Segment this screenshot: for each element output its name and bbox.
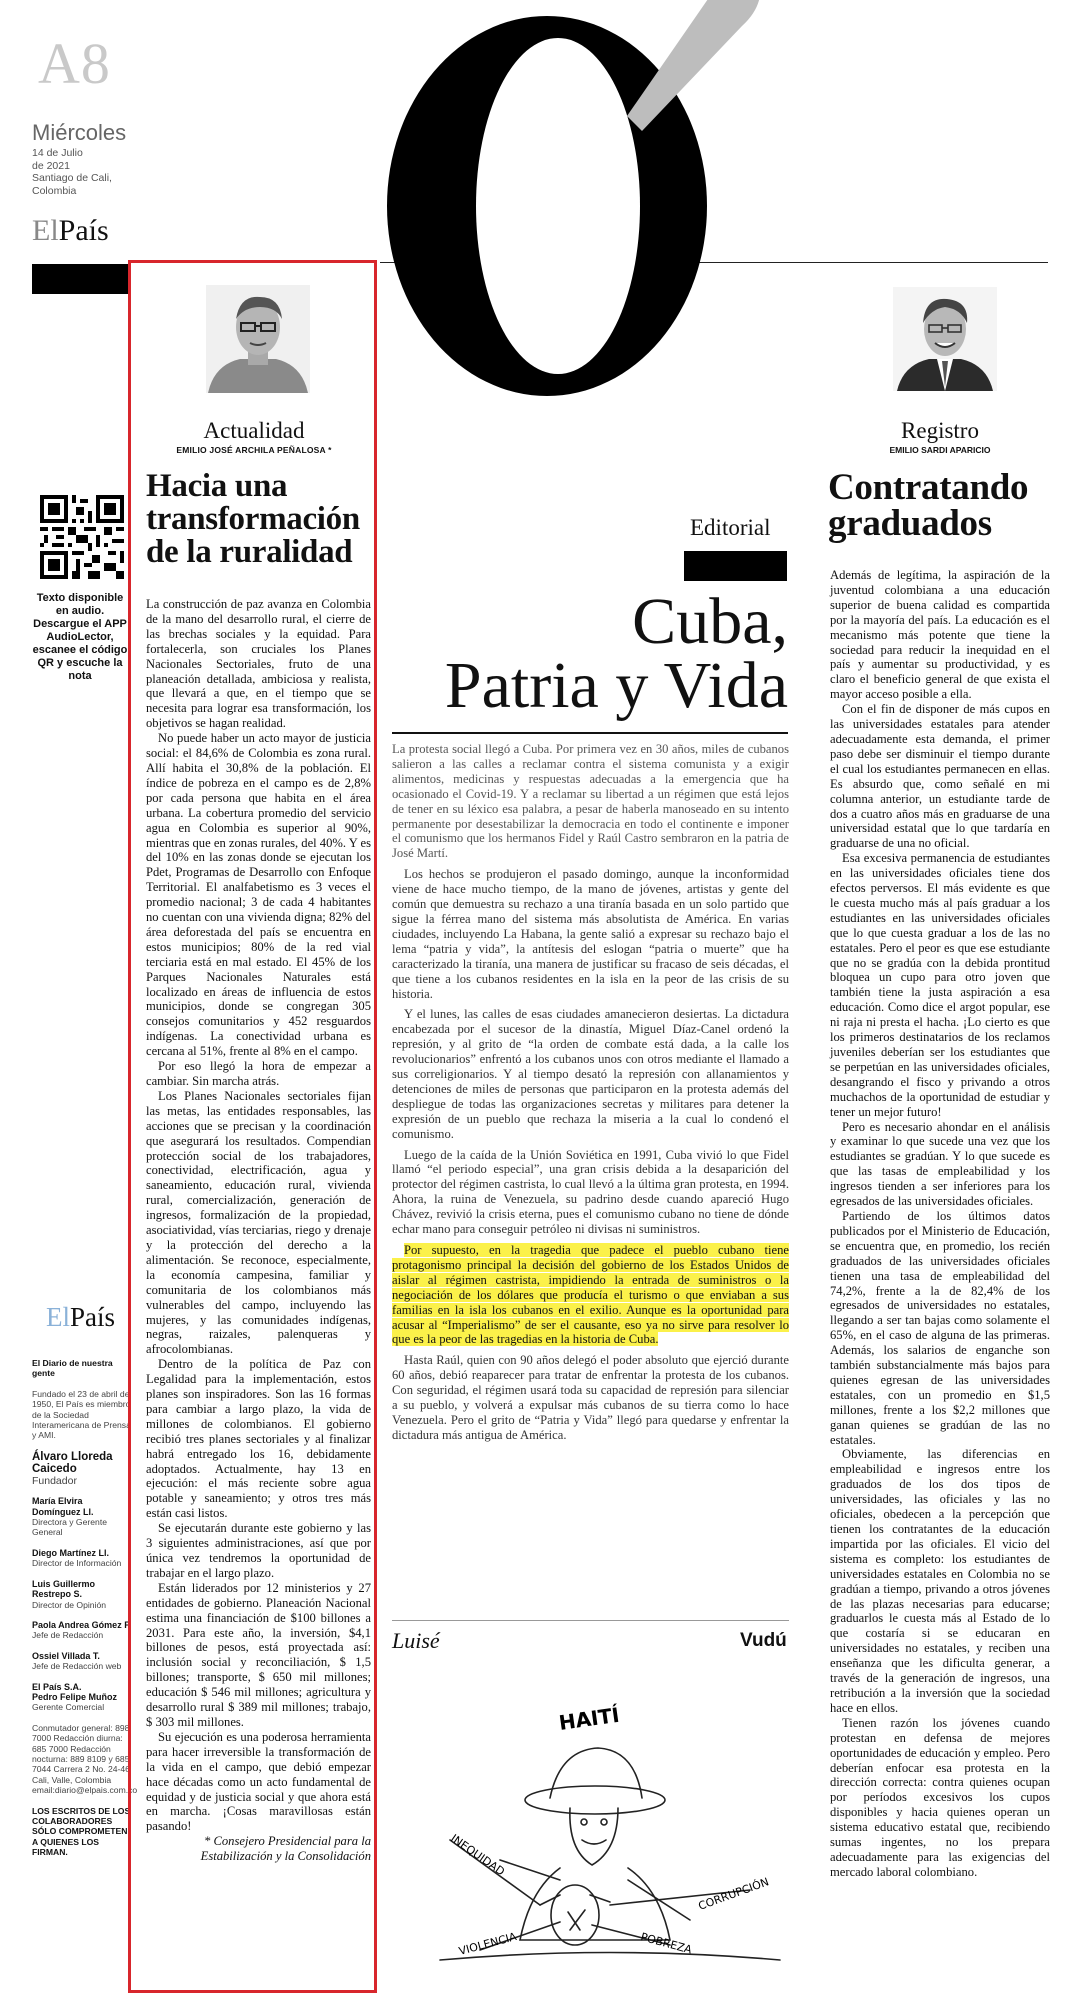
audio-instructions: Texto disponible en audio. Descargue el APP AudioLector, escanee el código QR y escuche la nota <box>32 592 128 682</box>
columnist-photo <box>893 287 997 391</box>
big-letter-o-graphic <box>372 0 772 406</box>
staff-role: Director de Opinión <box>32 1599 107 1610</box>
date-line: Colombia <box>32 184 77 197</box>
cartoon-label: INEQUIDAD <box>448 1831 508 1879</box>
paragraph: Con el fin de disponer de más cupos en las universidades estatales para atender adecuadamente esta demanda, el primer paso debe ser disminuir el tiempo durante el cual los estudiantes permanecen en ellas. Es absurdo que, como señalé en mi columna anterior, un estudiante tarde de dos a cuatro años más en graduarse de una universidad estatal que lo que tardaría en graduarse de una no oficial. <box>830 702 1050 851</box>
paragraph: Por eso llegó la hora de empezar a cambiar. Sin marcha atrás. <box>146 1059 371 1088</box>
title-rule <box>392 732 788 734</box>
disclaimer: LOS ESCRITOS DE LOS COLABORADORES SÓLO COMPROMETEN A QUIENES LOS FIRMAN. <box>32 1805 131 1858</box>
article-title: Hacia una transformación de la ruralidad <box>146 468 360 570</box>
section-label: Actualidad <box>203 418 305 443</box>
article-body <box>830 568 1050 1880</box>
paragraph: Dentro de la política de Paz con Legalidad para la implementación, estos planes son inspiradores. Son las 16 formas para cambiar a largo plazo, la vida de millones de colombianos. El gobierno recibió tres planes sectoriales y al finalizar habrá entregado los 16, debidamente adoptados. Actualmente, hay 13 en ejecución: el más reciente sobre agua potable y saneamiento; y otros tres más están casi listos. <box>146 1357 371 1521</box>
byline: EMILIO JOSÉ ARCHILA PEÑALOSA * <box>176 445 332 455</box>
article-title: Contratando graduados <box>828 467 1029 544</box>
staff-name: María Elvira Domínguez Ll. <box>32 1496 94 1517</box>
cartoon-label: HAITÍ <box>557 1702 621 1735</box>
cartoon-label: CORRUPCIÓN <box>696 1875 771 1913</box>
date-line: de 2021 <box>32 159 70 172</box>
paragraph: No puede haber un acto mayor de justicia social: el 84,6% de Colombia es zona rural. Allí habita el 30,8% de la población. El índice de pobreza en el campo es de 2,8% por cada persona que habita en el área urbana. La cobertura promedio del servicio agua en Colombia es superior al 90%, mientras que en zonas rurales, del 40%. Y es del 10% en las zonas donde se ejecutan los Pdet, Programas de Desarrollo con Enfoque Territorial. El analfabetismo es 3 veces el promedio nacional; 3 de cada 4 habitantes no cuentan con una vivienda digna; 82% del área deforestada del país se encuentra en estos municipios; 80% de la red vial terciaria está en mal estado. El 45% de los Parques Nacionales Naturales está localizado en áreas de influencia de estos municipios, donde se congregan 305 consejos comunitarios y 452 resguardos indígenas. La conectividad urbana es cercana al 51%, frente al 8% en el campo. <box>146 731 371 1059</box>
paragraph: Tienen razón los jóvenes cuando protestan en defensa de mejores oportunidades de educación y empleo. Pero deberían enfocar esa protesta en la dirección correcta: contra quienes ocupan por períodos excesivos los cupos disponibles y hacia quienes operan un sistema educativo estatal que, recibiendo sumas ingentes, no los prepara adecuadamente para las exigencias del mercado laboral colombiano. <box>830 1715 1050 1879</box>
text-highlight: Por supuesto, en la tragedia que padece el pueblo cubano tiene protagonismo principal la decisión del gobierno de los Estados Unidos de aislar al régimen castrista, impidiendo la entrada de suministros o la negociación de los dólares que producía el turismo o que enviaban a sus familias en la isla los cubanos en el exilio. Aunque es la oportunidad para acusar al “Imperialismo” de ser el causante, eso ya no sirve para resolver lo que es la peor de las tragedias en la historia de Cuba. <box>392 1243 789 1347</box>
paragraph: La construcción de paz avanza en Colombia de la mano del desarrollo rural, el cierre de las brechas sociales y la equidad. Para fortalecerla, son cruciales los Planes Nacionales Sectoriales, fruto de una planeación detallada, ambiciosa y realista, que llevará a que, en el tiempo que se necesita para lograr esa transformación, los objetivos se hagan realidad. <box>146 597 371 731</box>
staff-role: Director de Información <box>32 1558 122 1569</box>
paragraph: Esa excesiva permanencia de estudiantes en las universidades oficiales tiene dos efectos perversos. El más evidente es que le cuesta mucho más al país graduar a los estudiantes en las universidades oficiales que lo que cuesta graduar a los de las no estatales. Pero el peor es que ese estudiante que no se gradúa con la debida prontitud bloquea un cupo para otro joven que también tiene la justa aspiración a esa educación. Como dice el argot popular, ese ni raja ni presta el hacha. ¡Lo cierto es que los primeros destinatarios de los reclamos juveniles deberían ser los estudiantes que se perpetúan en las universidades oficiales, desangrando el fisco y privando a otros muchachos de la oportunidad de estudiar y tener un mejor futuro! <box>830 851 1050 1119</box>
paragraph: Los hechos se produjeron el pasado domingo, aunque la inconformidad viene de hace mucho tiempo, de la mano de jóvenes, artistas y gente del común que demuestra su rechazo a una tiranía basada en un solo partido que sigue la férrea mano del sistema más absolutista de América. En varias ciudades, incluyendo La Habana, la gente salió a expresar su rechazo bajo el lema “patria y vida”, la antítesis del eslogan “patria o muerte” que ha caracterizado la tiranía, una manera de justificar su fracaso de seis décadas, el que tiene a los cubanos residentes en la isla en la peor de las crisis de su historia. <box>392 867 789 1001</box>
paragraph: Y el lunes, las calles de esas ciudades amanecieron desiertas. La dictadura encabezada por el sucesor de la dinastía, Miguel Díaz-Canel ordenó la represión, y al grito de “la orden de combate está dada, a la calle los revolucionarios” enfrentó a los cubanos unos con otros mediante el llamado a sus correligionarios. Y al tiempo desató la represión con allanamientos y detenciones de miles de personas que participaron en la protesta además del despliegue de todas las organizaciones secretas y militares para detener la expresión de un pueblo que rechaza la miseria a la cual lo condenó el comunismo. <box>392 1007 789 1141</box>
staff-role: Jefe de Redacción web <box>32 1661 122 1672</box>
editorial-label: Editorial <box>690 515 771 540</box>
paragraph: Pero es necesario ahondar en el análisis y examinar lo que sucede una vez que los estudiantes se gradúan. Y lo que sucede es que las tasas de empleabilidad y los ingresos tienden a ser inferiores para los egresados de las universidades oficiales. <box>830 1119 1050 1209</box>
weekday: Miércoles <box>32 120 127 145</box>
page-number: A8 <box>38 31 111 96</box>
cartoon-label: VIOLENCIA <box>457 1930 518 1958</box>
staff-name: Paola Andrea Gómez P. <box>32 1619 132 1630</box>
cartoon-label: POBREZA <box>639 1930 694 1957</box>
staff-name: Luis Guillermo Restrepo S. <box>32 1578 96 1600</box>
date-line: Santiago de Cali, <box>32 172 112 184</box>
paragraph: Se ejecutarán durante este gobierno y las 3 siguientes administraciones, así que por única vez tendremos la oportunidad de trabajar en el largo plazo. <box>146 1521 371 1580</box>
staff-role: Jefe de Redacción <box>32 1630 104 1641</box>
divider <box>392 1620 789 1621</box>
newspaper-logo: ElPaís <box>32 214 109 247</box>
manager-role: Gerente Comercial <box>32 1702 105 1713</box>
paragraph: Su ejecución es una poderosa herramienta para hacer irreversible la transformación de la vida en el campo, que debió empezar hace décadas como un acto fundamental de equidad y de justicia social y que ahora está en marcha. ¡Cosas maravillosas están pasando! <box>146 1729 371 1834</box>
paragraph: Los Planes Nacionales sectoriales fijan las metas, las entidades responsables, las acciones que se precisan y la coordinación que asegurará los resultados. Compendian protección social de los trabajadores, conectividad, electrificación, agua y saneamiento, educación rural, vivienda rural, comercialización, generación de ingresos, formalización de la propiedad, asociatividad, vías terciarias, riego y drenaje y la protección del derecho a la alimentación. Se reconoce, especialmente, la economía campesina, familiar y comunitaria de los colombianos más vulnerables del campo, incluyendo las mujeres, y las comunidades indígenas, negras, raizales, palenqueras y afrocolombianas. <box>146 1088 371 1357</box>
date-line: 14 de Julio <box>32 147 83 159</box>
paragraph: Están liderados por 12 ministerios y 27 entidades de gobierno. Planeación Nacional estima una financiación de $100 billones a 2031. Para este año, la inversión, $4,1 billones de pesos, está proyectada así: inclusión social y reconciliación, $ 1,5 billones; transporte, $ 650 mil millones; educación $ 546 mil millones; agricultura y desarrollo rural $ 389 mil millones; trabajo, $ 303 mil millones. <box>146 1580 371 1729</box>
paragraph: Hasta Raúl, quien con 90 años delegó el poder absoluto que ejerció durante 60 años, debió reaparecer para tratar de enfrentar la protesta de los cubanos. Con seguridad, el régimen usará toda su capacidad de represión para silenciar a su pueblo, y volverá a expulsar más cubanos de su tierra como lo hace Venezuela. Pero el grito de “Patria y Vida” llegó para quedarse y enfrentar la dictadura más antigua de América. <box>392 1353 789 1442</box>
black-bar <box>32 264 128 294</box>
section-label: Registro <box>901 418 979 443</box>
founder-name: Álvaro Lloreda Caicedo <box>32 1450 113 1476</box>
qr-code-icon[interactable] <box>40 495 124 579</box>
editorial-body <box>392 742 789 1449</box>
editorial-title: Cuba, Patria y Vida <box>444 585 788 722</box>
editorial-cartoon <box>420 1690 800 1980</box>
masthead-founded: Fundado el 23 de abril de 1950, El País es miembro de la Sociedad Interamericana de Prensa y AMI. <box>32 1388 131 1441</box>
staff-name: Diego Martínez Ll. <box>32 1547 110 1558</box>
paragraph: Luego de la caída de la Unión Soviética en 1991, Cuba vivió lo que Fidel llamó “el periodo especial”, una gran crisis debida a la desaparición del protector del régimen castrista, lo cual llevó a la última gran protesta, en 1994. Ahora, la ruina de Venezuela, su padrino desde cuando apareció Hugo Chávez, revivió la crisis eterna, pues el comunismo cubano no tiene de dónde echar mano para conseguir petróleo ni divisas ni suministros. <box>392 1147 789 1237</box>
highlighted-paragraph <box>392 1243 789 1347</box>
paragraph: Obviamente, las diferencias en empleabilidad e ingresos entre los graduados de los dos tipos de universidades, las oficiales y las no oficiales, obedecen a la percepción que tienen los contratantes de la educación impartida por las oficiales. El vicio del sistema es completo: los estudiantes de universidades estatales en Colombia no se gradúan a tiempo, privando a otros jóvenes de las plazas necesarias para educarse; graduarlos le cuesta más al Estado de lo que costaría si se educaran en universidades no estatales, y reciben una enseñanza que les dificulta generar, a través de la generación de ingresos, una retribución a la inversión que la sociedad hace en ellos. <box>830 1447 1050 1715</box>
article-body <box>146 597 371 1864</box>
cartoon-title: Vudú <box>740 1630 787 1651</box>
masthead-tag: El Diario de nuestra gente <box>32 1358 113 1379</box>
company-name: El País S.A. <box>32 1681 82 1692</box>
contact-info: Conmutador general: 898 7000 Redacción diurna: 685 7000 Redacción nocturna: 889 8109 y 685 7044 Carrera 2 No. 24-46 Cali, Valle, Colombia email:diario@elpais.com.co <box>32 1722 138 1796</box>
paragraph: Además de legítima, la aspiración de la juventud colombiana a una educación superior de buena calidad es compartida por la mayoría del país. La educación es el mecanismo más potente que tiene la sociedad para reducir la inequidad en el país y aumentar su productividad, y es claro el beneficio general de que exista el mayor acceso posible a ella. <box>830 568 1050 702</box>
founder-role: Fundador <box>32 1474 77 1487</box>
columnist-photo <box>206 285 310 393</box>
paragraph: Partiendo de los últimos datos publicados por el Ministerio de Educación, se encuentra que, en promedio, los recién graduados de las universidades oficiales tienen una tasa de empleabilidad del 74,2%, frente a la de 82,4% de los egresados de universidades no estatales, llegando a ser tan bajas como solamente el 65%, en el caso de alguna de las primeras. Además, los salarios de enganche son también substancialmente más bajos para quienes egresan de las universidades estatales, con un promedio en $1,5 millones, frente a los $2,2 millones que ganan quienes se gradúan de las no estatales. <box>830 1208 1050 1447</box>
cartoonist-name: Luisé <box>392 1628 440 1653</box>
editorial-lead: La protesta social llegó a Cuba. Por primera vez en 30 años, miles de cubanos salieron a las calles a reclamar contra el sistema comunista y a exigir alimentos, medicinas y respuestas adecuadas a la emergencia que ha ocasionado el Covid-19. Y a reclamar su libertad a un régimen que está lejos de tener en su léxico esa palabra, a pesar de haberla manoseado en su intento permanente por desestabilizar la democracia en todo el continente e imponer el comunismo que los hermanos Fidel y Raúl Castro sembraron en la patria de José Martí. <box>392 742 789 861</box>
black-bar <box>684 551 787 581</box>
byline: EMILIO SARDI APARICIO <box>889 445 991 455</box>
masthead-logo: ElPaís <box>46 1302 116 1332</box>
manager-name: Pedro Felipe Muñoz <box>32 1691 118 1702</box>
staff-role: Directora y Gerente General <box>32 1517 107 1538</box>
masthead-box <box>32 1358 138 1868</box>
dateline <box>32 147 142 197</box>
author-footnote: * Consejero Presidencial para la Estabilización y la Consolidación <box>200 1834 371 1864</box>
staff-name: Ossiel Villada T. <box>32 1650 100 1661</box>
